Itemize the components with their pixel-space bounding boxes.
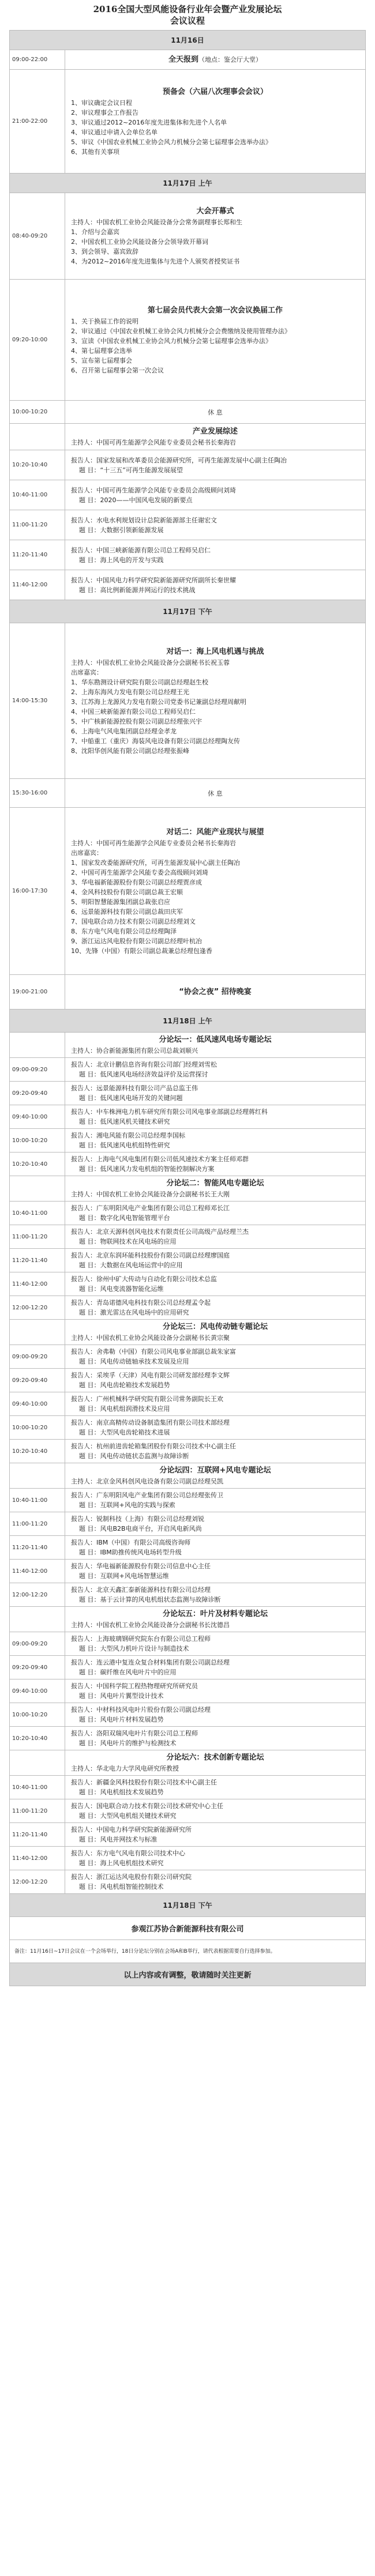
session-time: 12:00-12:20 (10, 1870, 65, 1894)
table-row (10, 1249, 366, 1272)
table-row (10, 1560, 366, 1583)
list-item: 1、华东勘测设计研究院有限公司副总经理赵生校 (71, 678, 208, 686)
speaker: 报告人：北京天源科创风电技术有限责任公司高级产品经理兰杰 (71, 1228, 249, 1236)
topic: 题 目：大型风电齿轮箱技术进展 (79, 1429, 170, 1436)
list-item: 1、关于换届工作的说明 (71, 317, 138, 325)
table-row (10, 280, 366, 401)
speaker: 报告人：中国科学院工程热物理研究所研究员 (71, 1682, 198, 1690)
agenda-table (9, 30, 366, 1033)
topic: 题 目：低风速风机关键技术研究 (79, 1118, 170, 1125)
session-time: 19:00-21:00 (10, 975, 65, 1010)
session-time: 10:00-10:20 (10, 1129, 65, 1153)
list-item: 5、审议《中国农业机械工业协会风力机械分会第七届理事会选举办法》 (71, 138, 272, 146)
list-item: 4、中国三峡新能源有限公司总工程师吴启仁 (71, 707, 196, 715)
table-row (10, 1940, 366, 1963)
table-row (10, 1489, 366, 1512)
topic: 题 目：2020——中国风电发展的新要点 (79, 496, 193, 504)
topic: 题 目：风电机组技术发展趋势 (79, 1788, 164, 1796)
forum-heading: 分论坛二：智能风电专题论坛 (166, 1179, 264, 1188)
topic: 题 目：海上风电的开发与实践 (79, 556, 164, 564)
list-item: 4、第七届理事会选举 (71, 347, 132, 355)
list-item: 2、中国农机工业协会风能设备分会领导致开幕词 (71, 238, 208, 246)
topic: 题 目：激光雷达在风电场中的应用研究 (79, 1309, 189, 1316)
topic: 题 目：IBM助推传统风电场转型升级 (79, 1549, 182, 1556)
session-heading: 大会开幕式 (196, 207, 234, 216)
speaker: 报告人：新疆金风科技股份有限公司技术中心副主任 (71, 1779, 217, 1786)
day-header (10, 174, 366, 193)
topic: 题 目：风电机组智能控制技术 (79, 1883, 164, 1890)
session-time: 21:00-22:00 (10, 70, 65, 174)
table-row (10, 1917, 366, 1940)
forum-host: 主持人：中国农机工业协会风能设备分会副秘书长沈德昌 (71, 1621, 230, 1629)
speaker: 报告人：远景能源科技有限公司产品总监王伟 (71, 1084, 198, 1092)
session-host: 主持人：中国农机工业协会风能设备分会副秘书长祝玉蓉 (71, 658, 230, 666)
table-row (10, 1272, 366, 1296)
topic: 题 目：风电叶片翼型设计技术 (79, 1692, 164, 1700)
topic: 题 目：低风速风电场经济效益评价及运营探讨 (79, 1071, 208, 1078)
list-item: 7、国电联合动力技术有限公司副总经理刘文 (71, 917, 196, 925)
footer-table (9, 1893, 366, 1986)
table-row (10, 1202, 366, 1225)
table-row (10, 450, 366, 480)
session-time: 11:40-12:00 (10, 1847, 65, 1870)
day-header (10, 1894, 366, 1917)
topic: 题 目：风电机组润滑技术及应用 (79, 1405, 170, 1413)
table-row (10, 480, 366, 510)
list-item: 3、到会领导、嘉宾致辞 (71, 248, 138, 255)
list-item: 6、远景能源科技有限公司副总裁田庆军 (71, 907, 183, 916)
session-time: 10:20-10:40 (10, 1727, 65, 1750)
topic: 题 目：风电变流器智能化运维 (79, 1285, 164, 1293)
speaker: 报告人：中车株洲电力机车研究所有限公司风电事业部副总经理蒋红科 (71, 1108, 268, 1116)
speaker: 报告人：中材科技风电叶片股份有限公司副总经理 (71, 1706, 211, 1713)
list-item: 8、东方电气风电有限公司总经理陶泽 (71, 927, 177, 935)
session-time: 11:00-11:20 (10, 1512, 65, 1536)
topic: 题 目：风电并网技术与标准 (79, 1836, 158, 1843)
forum-heading: 分论坛四：互联网+风电专题论坛 (159, 1466, 271, 1475)
table-row (10, 1847, 366, 1870)
topic: 题 目：数字化风电智能管理平台 (79, 1214, 170, 1222)
session-time: 11:20-11:40 (10, 540, 65, 570)
session-time: 11:00-11:20 (10, 510, 65, 540)
session-time: 09:40-10:00 (10, 1105, 65, 1129)
table-row (10, 1392, 366, 1416)
forum-heading: 分论坛三：风电传动链专题论坛 (162, 1323, 268, 1331)
speaker: 报告人：青岛诺德风电科技有限公司总经理孟令起 (71, 1299, 211, 1306)
break-label: 休 息 (65, 401, 366, 424)
table-row (10, 1345, 366, 1369)
session-time: 11:20-11:40 (10, 1249, 65, 1272)
session-time: 10:00-10:20 (10, 1416, 65, 1440)
session-heading: “协会之夜” 招待晚宴 (179, 987, 252, 996)
list-item: 5、中广核新能源控股有限公司副总经理张兴宇 (71, 717, 202, 725)
table-row (10, 1320, 366, 1345)
list-item: 1、国家发改委能源研究所，可再生能源发展中心副主任陶冶 (71, 858, 240, 867)
speaker: 报告人：国电联合动力技术有限公司技术研究中心主任 (71, 1802, 223, 1810)
session-time: 15:30-16:00 (10, 779, 65, 808)
day-label: 11月16日 (10, 31, 366, 50)
session-heading: 对话二：风能产业现状与展望 (166, 827, 264, 837)
table-row (10, 1082, 366, 1105)
session-time: 09:00-09:20 (10, 1632, 65, 1656)
topic: 题 目：低风速风电机组特性研究 (79, 1142, 170, 1149)
day-label: 11月18日 下午 (10, 1894, 366, 1917)
session-time: 10:20-10:40 (10, 1440, 65, 1463)
session-heading: 对话一：海上风电机遇与挑战 (166, 647, 264, 656)
day-header (10, 600, 366, 623)
session-time: 11:20-11:40 (10, 1536, 65, 1560)
table-row (10, 510, 366, 540)
speaker: 报告人：舍弗勒（中国）有限公司风电事业部副总裁朱家富 (71, 1348, 236, 1355)
session-heading: 全天报到 (168, 55, 198, 64)
day-header (10, 1010, 366, 1033)
table-row (10, 1512, 366, 1536)
session-time: 11:40-12:00 (10, 570, 65, 600)
speaker: 报告人：广州机械科学研究院有限公司常务副院长王欢 (71, 1395, 223, 1403)
forum-table (9, 1032, 366, 1894)
session-time: 09:20-09:40 (10, 1082, 65, 1105)
table-row (10, 1776, 366, 1799)
list-item: 2、审议理事会工作报告 (71, 108, 138, 116)
session-heading: 产业发展综述 (192, 427, 238, 436)
topic: 题 目：基于云计算的风电机组状态监测与故障诊断 (79, 1596, 221, 1603)
table-row (10, 1750, 366, 1776)
session-time: 09:00-22:00 (10, 50, 65, 70)
session-time: 09:40-10:00 (10, 1392, 65, 1416)
table-row (10, 1870, 366, 1894)
table-row (10, 1727, 366, 1750)
session-time: 14:00-15:30 (10, 623, 65, 779)
break-label: 休 息 (65, 779, 366, 808)
table-row (10, 1176, 366, 1202)
speaker: 报告人：连云港中复连众复合材料集团有限公司副总经理 (71, 1659, 230, 1666)
list-item: 1、审议确定会议日程 (71, 99, 132, 107)
table-row (10, 1703, 366, 1727)
topic: 题 目：风电传动链状态监测与故障诊断 (79, 1452, 189, 1460)
session-time: 10:00-10:20 (10, 1703, 65, 1727)
table-row (10, 1607, 366, 1632)
footer-note: 备注：11月16日~17日会议在一个会场举行，18日分论坛分别在会场A和B举行，请代表根据需要自行选择参加。 (10, 1940, 366, 1963)
list-item: 3、审议通过2012~2016年度先进集体和先进个人名单 (71, 118, 227, 126)
list-item: 9、浙江运达风电股份有限公司副总经理叶杭冶 (71, 937, 202, 945)
list-item: 4、审议通过申请入会单位名单 (71, 128, 158, 136)
table-row (10, 1225, 366, 1249)
speaker: 报告人：中国可再生能源学会风能专业委员会高级顾问刘琦 (71, 486, 236, 494)
list-item: 8、沈阳华创风能有限公司副总经理张振峰 (71, 747, 189, 755)
table-row (10, 401, 366, 424)
day-label: 11月18日 上午 (10, 1010, 366, 1033)
topic: 题 目：大数据在风电场运营中的应用 (79, 1261, 183, 1269)
topic: 题 目：风电B2B电商平台，开启风电新风尚 (79, 1525, 202, 1532)
topic: 题 目：碳纤维在风电叶片中的应用 (79, 1669, 177, 1676)
session-time: 09:20-09:40 (10, 1369, 65, 1392)
session-heading: 预备会（六届八次理事会会议） (162, 87, 268, 96)
speaker: 报告人：国家发展和改革委员会能源研究所，可再生能源发展中心副主任陶冶 (71, 456, 287, 464)
list-item: 5、明阳智慧能源集团副总裁张启应 (71, 898, 170, 906)
session-time: 09:20-10:00 (10, 280, 65, 401)
speaker: 报告人：采埃孚（天津）风电有限公司研发部经理李文辉 (71, 1372, 230, 1379)
topic: 题 目：高比例新能源并网运行的技术挑战 (79, 586, 196, 594)
session-time: 12:00-12:20 (10, 1583, 65, 1607)
forum-host: 主持人：华北电力大学风电研究所教授 (71, 1765, 179, 1772)
forum-host: 主持人：中国农机工业协会风能设备分会副秘书长王大刚 (71, 1191, 230, 1198)
session-time: 11:40-12:00 (10, 1272, 65, 1296)
topic: 题 目：风电叶片的维护与检测技术 (79, 1739, 177, 1747)
list-item: 3、江苏海上龙源风力发电有限公司党委书记兼副总经理周献明 (71, 698, 246, 706)
table-row (10, 1679, 366, 1703)
speaker: 报告人：水电水利规划设计总院新能源部主任谢宏文 (71, 516, 217, 524)
list-item: 5、宣布第七届理事会 (71, 356, 132, 364)
speaker: 报告人：广东明阳风电产业集团有限公司总经理张传卫 (71, 1492, 223, 1499)
session-time: 11:00-11:20 (10, 1225, 65, 1249)
table-row (10, 975, 366, 1010)
topic: 题 目：互联网+风电的实践与探索 (79, 1501, 175, 1509)
speaker: 报告人：北京东润环能科技股份有限公司副总经理廖国庭 (71, 1252, 230, 1259)
table-row (10, 1440, 366, 1463)
session-host: 主持人：中国可再生能源学会风能专业委员会秘书长秦海岩 (71, 839, 236, 847)
session-time: 10:20-10:40 (10, 1153, 65, 1176)
table-row (10, 1153, 366, 1176)
session-time: 10:40-11:00 (10, 1489, 65, 1512)
list-item: 6、召开第七届理事会第一次会议 (71, 366, 164, 374)
speaker: 报告人：洛阳双瑞风电叶片有限公司总工程师 (71, 1730, 198, 1737)
table-row (10, 1583, 366, 1607)
session-time: 10:20-10:40 (10, 450, 65, 480)
topic: 题 目：物联网技术在风电场的应用 (79, 1238, 177, 1245)
session-heading: 第七届会员代表大会第一次会议换届工作 (147, 306, 283, 315)
list-item: 4、金风科技股份有限公司副总裁王宏顺 (71, 888, 183, 896)
list-item: 2、上海东海风力发电有限公司总经理王光 (71, 688, 189, 696)
topic: 题 目：风电传动链轴承技术发展及应用 (79, 1358, 189, 1365)
list-item: 出席嘉宾： (71, 668, 103, 676)
table-row (10, 1463, 366, 1489)
session-time: 09:40-10:00 (10, 1679, 65, 1703)
table-row (10, 1129, 366, 1153)
topic: 题 目：海上风电机组技术研究 (79, 1859, 164, 1867)
forum-heading: 分论坛一：低风速风电场专题论坛 (159, 1035, 272, 1044)
session-time: 10:40-11:00 (10, 1776, 65, 1799)
session-note: （地点：鉴会厅大堂） (198, 55, 262, 63)
session-time: 09:00-09:20 (10, 1058, 65, 1082)
topic: 题 目：风电齿轮箱技术发展趋势 (79, 1381, 170, 1389)
topic: 题 目：大型风电机组关键技术研究 (79, 1812, 177, 1820)
table-row (10, 570, 366, 600)
topic: 题 目：“十三五”可再生能源发展展望 (79, 466, 183, 474)
day-label: 11月17日 上午 (10, 174, 366, 193)
list-item: 6、上海电气风电集团副总经理金孝龙 (71, 727, 177, 735)
session-time: 11:20-11:40 (10, 1823, 65, 1847)
speaker: 报告人：东方电气风电有限公司技术中心 (71, 1850, 185, 1857)
page (0, 3, 375, 2576)
session-time: 12:00-12:20 (10, 1296, 65, 1320)
list-item: 10、先锋（中国）有限公司副总裁兼总经理包逢香 (71, 947, 212, 955)
forum-host: 主持人：协合新能源集团有限公司总裁刘顺兴 (71, 1047, 198, 1054)
session-time: 10:40-11:00 (10, 480, 65, 510)
speaker: 报告人：徐州中矿大传动与自动化有限公司技术总监 (71, 1275, 217, 1283)
table-row (10, 1058, 366, 1082)
topic: 题 目：大数据引领新能源发展 (79, 526, 164, 534)
list-item: 出席嘉宾： (71, 849, 103, 857)
session-time: 10:00-10:20 (10, 401, 65, 424)
session-time: 10:40-11:00 (10, 1202, 65, 1225)
session-time: 11:00-11:20 (10, 1799, 65, 1823)
speaker: 报告人：湘电风能有限公司总经理李国标 (71, 1132, 185, 1139)
speaker: 报告人：杭州前进齿轮箱集团股份有限公司技术中心副主任 (71, 1443, 236, 1450)
table-row (10, 623, 366, 779)
speaker: 报告人：北京天鑫汇泰新能源科技有限公司总经理 (71, 1586, 211, 1594)
visit-label: 参观江苏协合新能源科技有限公司 (10, 1917, 366, 1940)
forum-host: 主持人：北京金风科创风电设备有限公司副总经理吴凯 (71, 1478, 223, 1485)
speaker: 报告人：锐制科技（上海）有限公司总经理刘锐 (71, 1515, 204, 1523)
table-row (10, 540, 366, 570)
session-time: 16:00-17:30 (10, 808, 65, 975)
list-item: 2、中国可再生能源学会风能专委会高级顾问刘琦 (71, 868, 208, 876)
topic: 题 目：风电叶片材料发展趋势 (79, 1716, 164, 1723)
page-title: 2016全国大型风能设备行业年会暨产业发展论坛 (93, 4, 282, 14)
session-time: 09:20-09:40 (10, 1656, 65, 1679)
session-host: 主持人：中国可再生能源学会风能专业委员会秘书长秦海岩 (71, 439, 236, 446)
topic: 题 目：低风速风电场开发的关键问题 (79, 1094, 183, 1102)
table-row (10, 1632, 366, 1656)
list-item: 主持人：中国农机工业协会风能设备分会常务副理事长郑和生 (71, 219, 242, 226)
table-row (10, 1823, 366, 1847)
list-item: 1、介绍与会嘉宾 (71, 228, 119, 236)
table-row (10, 424, 366, 450)
session-time: 08:40-09:20 (10, 193, 65, 280)
list-item: 3、华电福新能源股份有限公司副总经理贾彦成 (71, 878, 202, 886)
table-row (10, 808, 366, 975)
session-time: 11:40-12:00 (10, 1560, 65, 1583)
topic: 题 目：大型风力机叶片设计与制造技术 (79, 1645, 189, 1652)
speaker: 报告人：浙江运达风电股份有限公司研究院 (71, 1873, 192, 1881)
day-label: 11月17日 下午 (10, 600, 366, 623)
table-row (10, 50, 366, 70)
table-row (10, 1656, 366, 1679)
forum-heading: 分论坛五：叶片及材料专题论坛 (162, 1610, 268, 1618)
table-row (10, 70, 366, 174)
speaker: 报告人：华电福新能源股份有限公司信息中心主任 (71, 1562, 211, 1570)
forum-heading: 分论坛六：技术创新专题论坛 (166, 1753, 264, 1762)
speaker: 报告人：中国电力科学研究院新能源研究所 (71, 1826, 192, 1833)
speaker: 报告人：中国风电力科学研究院新能源研究所副所长秦世耀 (71, 576, 236, 584)
list-item: 3、宣读《中国农业机械工业协会风力机械分会第七届理事会选举办法》 (71, 337, 272, 345)
table-row (10, 1536, 366, 1560)
table-row (10, 1296, 366, 1320)
table-row (10, 1033, 366, 1058)
forum-host: 主持人：中国农机工业协会风能设备分会副秘书长黄宗聚 (71, 1334, 230, 1342)
table-row (10, 1799, 366, 1823)
list-item: 4、为2012~2016年度先进集体与先进个人颁奖者授奖证书 (71, 258, 240, 265)
topic: 题 目：互联网+风电场智慧运维 (79, 1572, 169, 1580)
day-header (10, 31, 366, 50)
footer-final: 以上内容或有调整，敬请随时关注更新 (10, 1963, 366, 1986)
speaker: 报告人：广东明阳风电产业集团有限公司总工程师邓长江 (71, 1204, 230, 1212)
speaker: 报告人：上海电气风电集团有限公司低风速技术方案主任师邓群 (71, 1155, 249, 1163)
speaker: 报告人：IBM（中国）有限公司高级咨询师 (71, 1539, 191, 1546)
table-row (10, 1369, 366, 1392)
table-row (10, 193, 366, 280)
table-row (10, 1416, 366, 1440)
speaker: 报告人：南京高精传动设备制造集团有限公司技术部经理 (71, 1419, 230, 1426)
list-item: 2、审议通过《中国农业机械工业协会风力机械分会会费缴纳及使用管理办法》 (71, 327, 291, 335)
speaker: 报告人：上海玻璃钢研究院东台有限公司总工程师 (71, 1635, 211, 1643)
speaker: 报告人：中国三峡新能源有限公司总工程师吴启仁 (71, 546, 211, 554)
session-time: 09:00-09:20 (10, 1345, 65, 1369)
table-row (10, 779, 366, 808)
list-item: 6、其他有关事项 (71, 148, 119, 156)
table-row (10, 1105, 366, 1129)
page-subtitle: 会议议程 (170, 16, 205, 26)
list-item: 7、中船重工（重庆）海装风电设备有限公司副总经理陶友传 (71, 737, 240, 745)
speaker: 报告人：北京计鹏信息咨询有限公司部门经理刘雪松 (71, 1061, 217, 1068)
table-row (10, 1963, 366, 1986)
topic: 题 目：低风速风力发电机组的智能控制解决方案 (79, 1165, 215, 1173)
